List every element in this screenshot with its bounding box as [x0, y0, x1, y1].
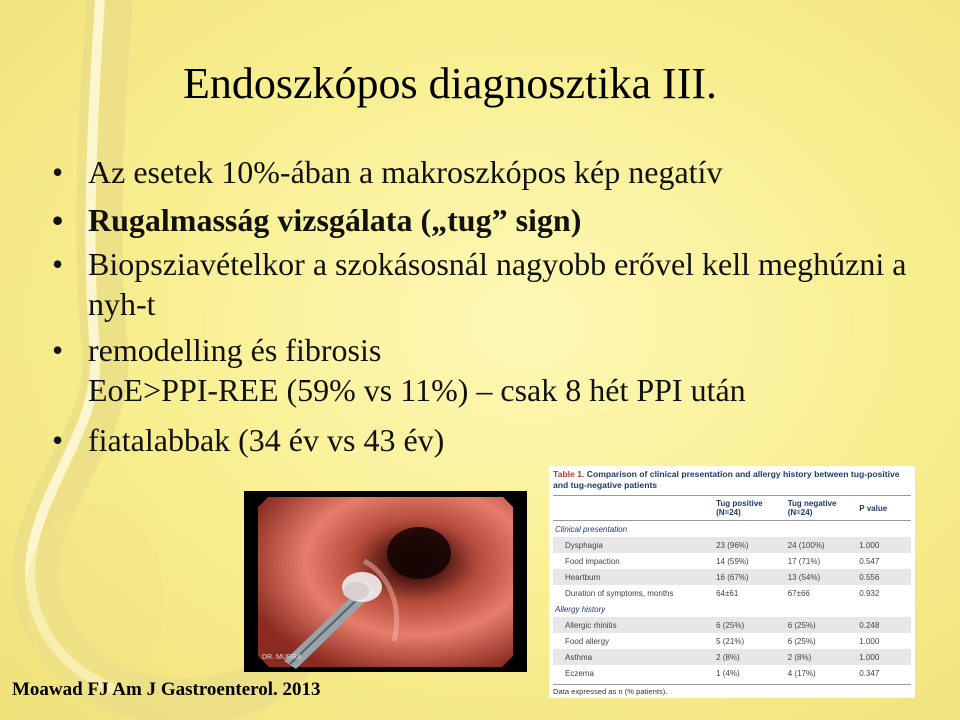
- endoscopy-label: DR. MURRA: [262, 654, 302, 661]
- table-cell: 0.547: [859, 556, 880, 566]
- table-cell: 13 (54%): [786, 569, 858, 585]
- table-cell: 2 (8%): [786, 649, 858, 665]
- table-cell: 24 (100%): [786, 537, 858, 553]
- table-cell: 64±61: [716, 588, 739, 598]
- table-row: [553, 665, 911, 681]
- table-cell: Asthma: [553, 649, 714, 665]
- table-cell: 1.000: [859, 636, 880, 646]
- table-cell: Food impaction: [565, 556, 620, 566]
- table-header: Tug negative (N=24): [786, 496, 858, 521]
- table-cell: 16 (67%): [714, 569, 786, 585]
- bullet-item: • Az esetek 10%-ában a makroszkópos kép negatív: [50, 148, 930, 196]
- endoscopy-image: [244, 491, 527, 672]
- table-cell: 6 (25%): [787, 636, 816, 646]
- table-cell: 0.248: [857, 617, 911, 633]
- bullet-item: • fiatalabbak (34 év vs 43 év): [50, 416, 930, 464]
- table-cell: 1.000: [857, 649, 911, 665]
- table-cell: 2 (8%): [714, 649, 786, 665]
- table-row: [553, 617, 911, 633]
- table-cell: Duration of symptoms, months: [565, 588, 674, 598]
- table-row: [553, 585, 911, 601]
- bullet-item: • Rugalmasság vizsgálata („tug” sign): [50, 196, 930, 244]
- bullet-item: • Biopsziavételkor a szokásosnál nagyobb erővel kell meghúzni a nyh-t: [50, 244, 930, 324]
- table-group-label: Allergy history: [555, 604, 606, 614]
- table-cell: 0.347: [859, 668, 880, 678]
- table-row: [553, 633, 911, 649]
- table-cell: Food allergy: [565, 636, 610, 646]
- table-cell: Eczema: [565, 668, 594, 678]
- table-cell: 0.556: [857, 569, 911, 585]
- table-cell: 17 (71%): [787, 556, 821, 566]
- citation: Moawad FJ Am J Gastroenterol. 2013: [12, 679, 321, 700]
- table-row: [553, 649, 911, 665]
- table-cell: Heartburn: [553, 569, 714, 585]
- table-group-label: Clinical presentation: [555, 524, 628, 534]
- table-cell: 1 (4%): [716, 668, 740, 678]
- table-header: Tug positive (N=24): [714, 496, 786, 521]
- table-cell: 67±66: [787, 588, 810, 598]
- table-cell: 0.932: [859, 588, 880, 598]
- table-cell: 5 (21%): [716, 636, 745, 646]
- table-header: P value: [857, 496, 911, 521]
- table-caption: [553, 469, 911, 491]
- table-row: [553, 537, 911, 553]
- table-footnote: Data expressed as n (% patients).: [553, 684, 911, 696]
- table-cell: Dysphagia: [553, 537, 714, 553]
- table-header: [553, 496, 714, 521]
- slide-title: Endoszkópos diagnosztika III.: [183, 59, 717, 108]
- table-body: [553, 495, 911, 681]
- table-row: [553, 569, 911, 585]
- table-cell: 14 (59%): [716, 556, 749, 566]
- table-cell: Allergic rhinitis: [553, 617, 714, 633]
- table-number: Table 1.: [553, 469, 585, 479]
- table-cell: 4 (17%): [787, 668, 816, 678]
- bullet-item: • remodelling és fibrosis: [50, 330, 930, 370]
- bullet-list: [50, 148, 930, 464]
- table-cell: 6 (25%): [714, 617, 786, 633]
- table-cell: 6 (25%): [786, 617, 858, 633]
- table-cell: 1.000: [857, 537, 911, 553]
- comparison-table: [549, 466, 915, 698]
- table-caption-text: Comparison of clinical presentation and allergy history between tug-positive and tug-negative patients: [553, 469, 900, 490]
- table-cell: 23 (96%): [714, 537, 786, 553]
- bullet-item-continued: EoE>PPI-REE (59% vs 11%) – csak 8 hét PPI után: [88, 372, 746, 408]
- table-row: [553, 553, 911, 569]
